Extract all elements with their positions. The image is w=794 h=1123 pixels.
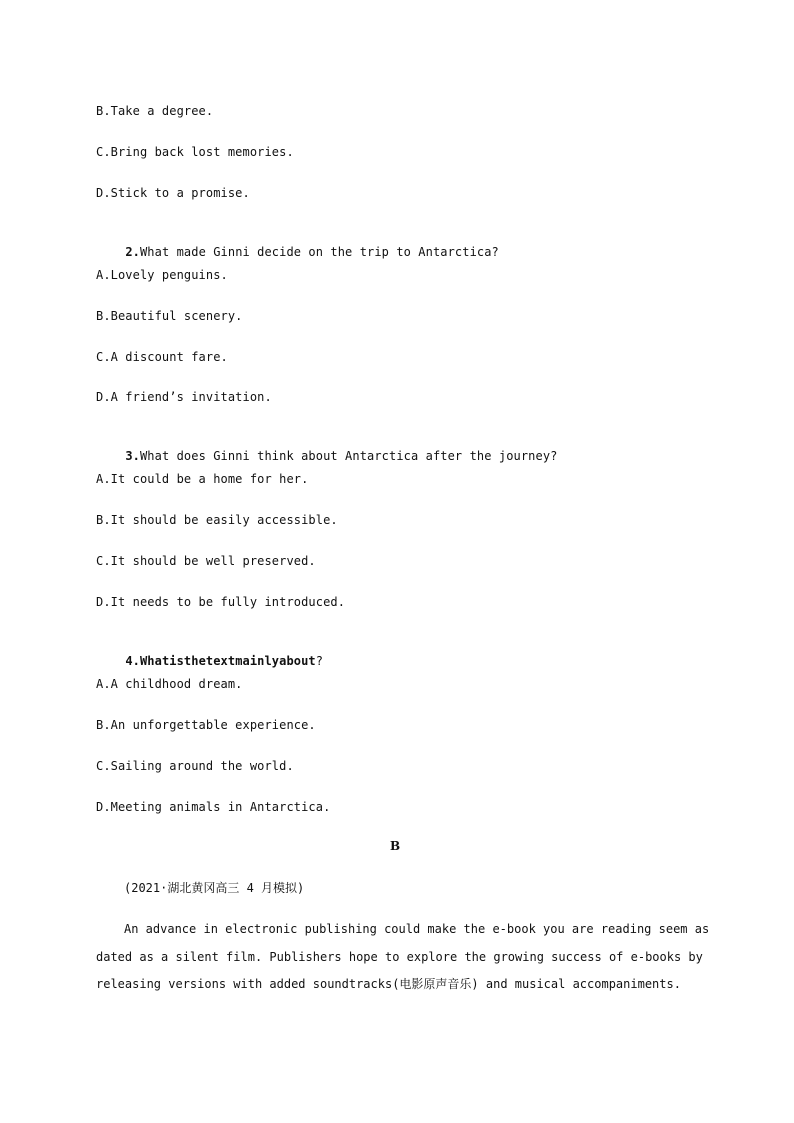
q1-option-b: B.Take a degree. xyxy=(96,104,214,118)
q4-number: 4. xyxy=(125,654,140,668)
q2-number: 2. xyxy=(125,245,140,259)
q3-option-c: C.It should be well preserved. xyxy=(96,554,316,568)
passage-paragraph xyxy=(96,916,710,999)
q3-number: 3. xyxy=(125,449,140,463)
q4-option-a: A.A childhood dream. xyxy=(96,677,243,691)
paragraph-line: dated as a silent film. Publishers hope to explore the growing success of e-books by xyxy=(96,949,703,964)
q2-option-b: B.Beautiful scenery. xyxy=(96,309,243,323)
q2-option-d: D.A friend’s invitation. xyxy=(96,390,272,404)
q4-option-c: C.Sailing around the world. xyxy=(96,759,294,773)
q3-option-b: B.It should be easily accessible. xyxy=(96,513,338,527)
q3-option-a: A.It could be a home for her. xyxy=(96,472,309,486)
q3-text: What does Ginni think about Antarctica after the journey? xyxy=(139,449,558,463)
paragraph-line: An advance in electronic publishing could make the e-book you are reading seem as xyxy=(124,922,710,936)
section-heading: B xyxy=(390,839,401,853)
q1-option-d: D.Stick to a promise. xyxy=(96,186,250,200)
paragraph-line: releasing versions with added soundtracks(电影原声音乐) and musical accompaniments. xyxy=(96,977,681,991)
q4-question-mark: ? xyxy=(315,654,324,668)
q4-text: Whatisthetextmainlyabout xyxy=(139,654,316,668)
q4-option-d: D.Meeting animals in Antarctica. xyxy=(96,800,331,814)
q4-option-b: B.An unforgettable experience. xyxy=(96,718,316,732)
q3-option-d: D.It needs to be fully introduced. xyxy=(96,595,346,609)
passage-source: (2021·湖北黄冈高三 4 月模拟) xyxy=(124,881,305,895)
q2-option-c: C.A discount fare. xyxy=(96,350,228,364)
q2-option-a: A.Lovely penguins. xyxy=(96,268,228,282)
q2-text: What made Ginni decide on the trip to Antarctica? xyxy=(139,245,499,259)
q1-option-c: C.Bring back lost memories. xyxy=(96,145,294,159)
